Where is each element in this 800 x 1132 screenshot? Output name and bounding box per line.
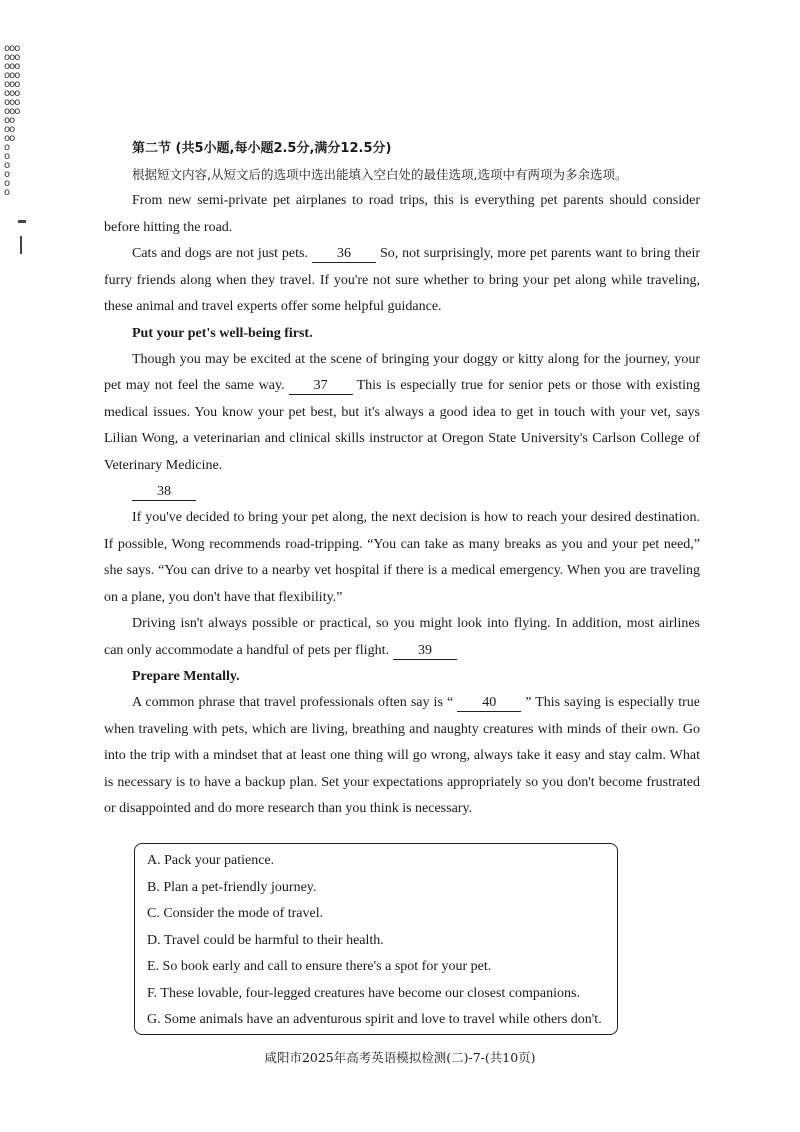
subheading-wellbeing: Put your pet's well-being first. — [132, 325, 313, 341]
blank-39: 39 — [393, 643, 457, 660]
binding-margin-decoration: ooo ooo ooo ooo ooo ooo ooo ooo oo oo oo o o o o o o — [4, 44, 34, 197]
paragraph-4: If you've decided to bring your pet along, the next decision is how to reach your desired destination. If possible, Wong recommends road-tripping. “You can take as many breaks as you and your pet need,” she says. “You can drive to a nearby vet hospital if there is a medical emergency. When you are traveling on a plane, you don't have that flexibility.” — [104, 510, 700, 605]
subheading-prepare: Prepare Mentally. — [132, 669, 240, 684]
blank-36: 36 — [312, 246, 376, 263]
option-c: C. Consider the mode of travel. — [147, 906, 324, 921]
options-box — [134, 843, 618, 1035]
option-g: G. Some animals have an adventurous spirit and love to travel while others don't. — [147, 1012, 602, 1027]
page-footer: 咸阳市2025年高考英语模拟检测(二)-7-(共10页) — [264, 1050, 536, 1065]
paragraph-5 — [104, 611, 700, 664]
option-e: E. So book early and call to ensure there's a spot for your pet. — [147, 959, 492, 974]
blank-40: 40 — [457, 695, 521, 712]
paragraph-intro: From new semi-private pet airplanes to road trips, this is everything pet parents should consider before hitting the road. — [104, 193, 700, 235]
paragraph-2-text-after: So, not surprisingly, more pet parents want to bring their furry friends along when they travel. If you're not sure whether to bring your pet along while traveling, these animal and travel experts offer some helpful guidance. — [104, 246, 701, 314]
paragraph-2-text-before: Cats and dogs are not just pets. — [132, 246, 308, 261]
paragraph-5-text: Driving isn't always possible or practical, so you might look into flying. In addition, most airlines can only accommodate a handful of pets per flight. — [104, 616, 700, 658]
option-a: A. Pack your patience. — [147, 853, 275, 868]
paragraph-6-text-before: A common phrase that travel professionals often say is “ — [132, 695, 454, 710]
paragraph-3-text-before: Though you may be excited at the scene of bringing your doggy or kitty along for the journey, your pet may not feel the same way. — [104, 351, 700, 393]
section-instruction: 根据短文内容,从短文后的选项中选出能填入空白处的最佳选项,选项中有两项为多余选项。 — [132, 167, 628, 182]
section-header: 第二节 (共5小题,每小题2.5分,满分12.5分) — [132, 141, 392, 156]
paragraph-3-text-after: This is especially true for senior pets or those with existing medical issues. You know your pet best, but it's always a good idea to get in touch with your vet, says Lilian Wong, a veterinarian and clinical skills instructor at Oregon State University's Carlson College of Veterinary Medicine. — [104, 378, 700, 473]
blank-37: 37 — [289, 378, 353, 395]
blank-38-line — [132, 479, 700, 505]
paragraph-3 — [104, 347, 700, 480]
paragraph-6 — [104, 690, 700, 823]
blank-38: 38 — [132, 484, 196, 501]
option-f: F. These lovable, four-legged creatures have become our closest companions. — [147, 985, 580, 1001]
exam-content — [104, 136, 700, 823]
paragraph-2 — [104, 241, 700, 321]
option-b: B. Plan a pet-friendly journey. — [147, 879, 317, 895]
option-d: D. Travel could be harmful to their health. — [147, 932, 384, 948]
paragraph-6-text-after: ” This saying is especially true when traveling with pets, which are living, breathing and naughty creatures with minds of their own. Go into the trip with a mindset that at least one thing will go wrong, always take it easy and stay calm. What is necessary is to have a backup plan. Set your expectations appropriately so you don't become frustrated or disappointed and do more research than you think is necessary. — [104, 695, 700, 816]
